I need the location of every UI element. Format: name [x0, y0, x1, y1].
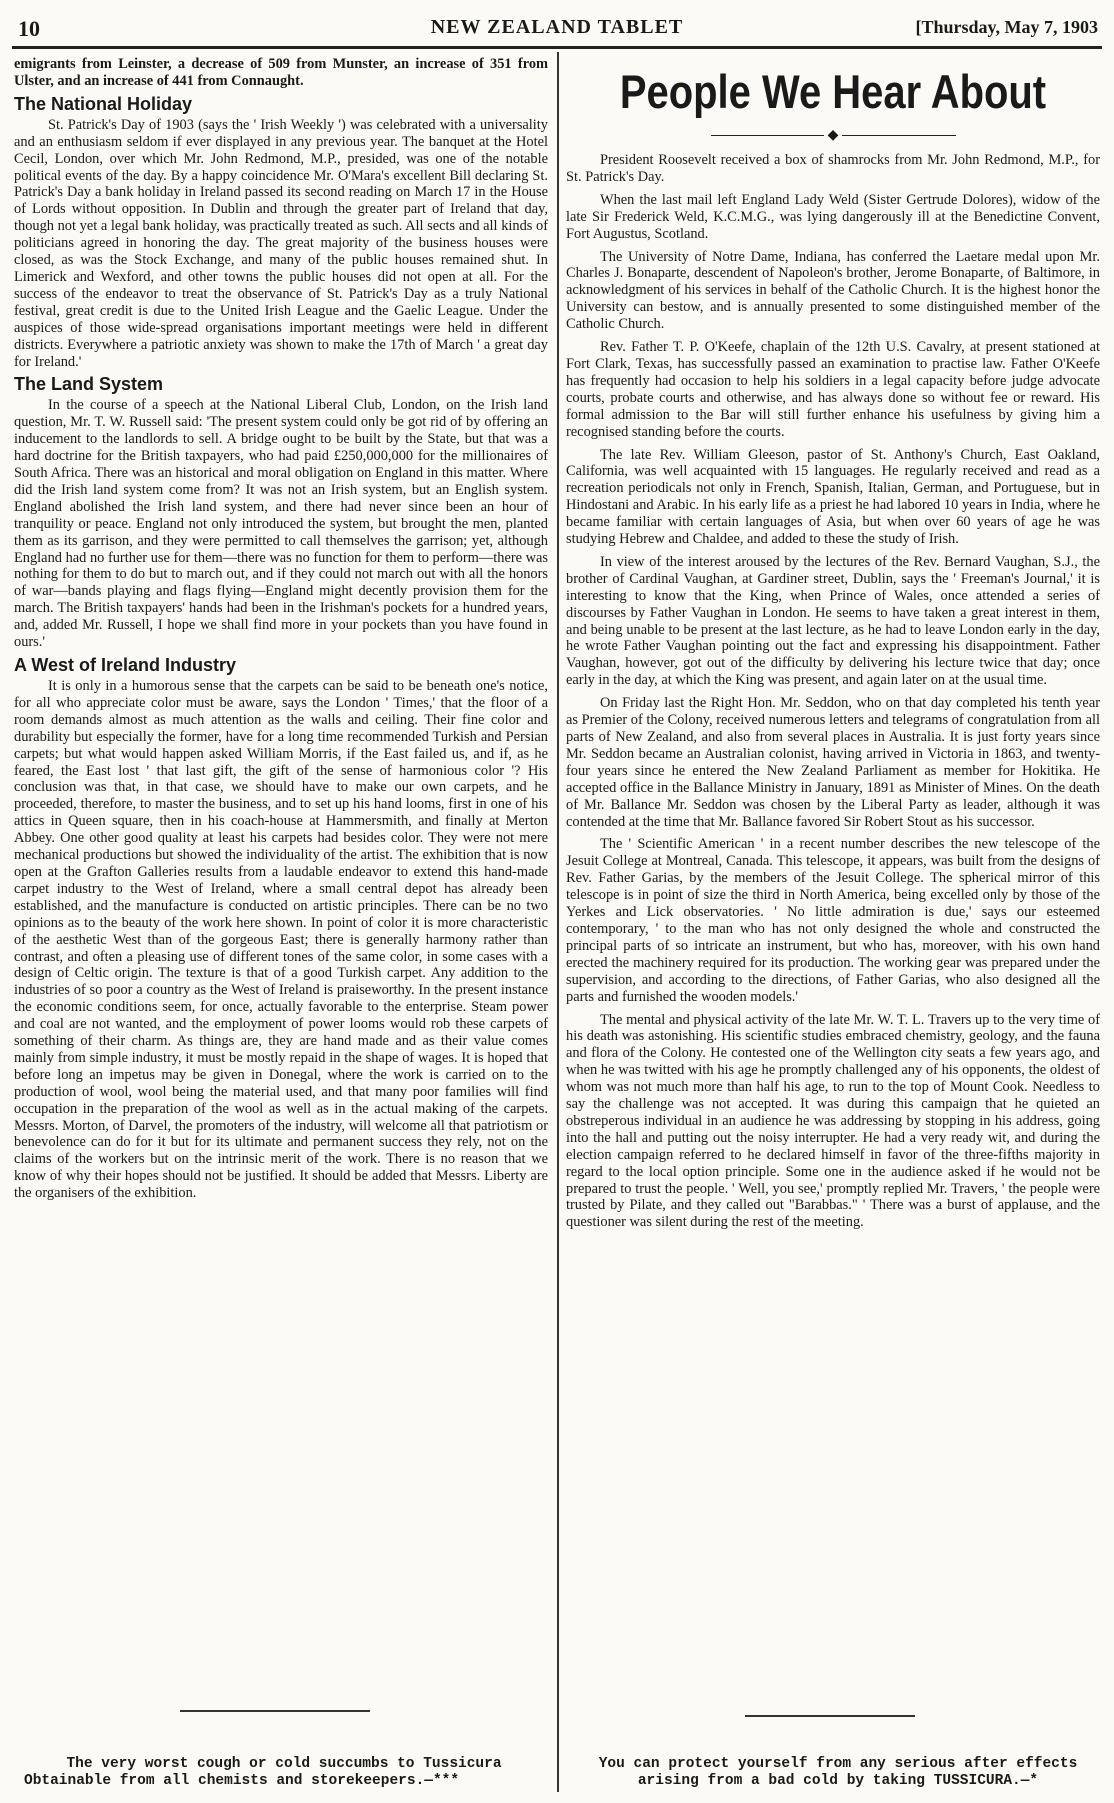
- page-number: 10: [18, 16, 40, 41]
- news-paragraph: The late Rev. William Gleeson, pastor of St. Anthony's Church, East Oakland, California, was well acquainted with 15 languages. He regularly received and read as a recreation periodicals not only in French, Spanish, Italian, German, and Portuguese, but in Hindostani and Arabic. In his early life as a priest he had labored 10 years in India, where he became familiar with certain languages of Asia, but when over 60 years of age he was studying Hebrew and Chaldee, and added to these the study of Irish.: [566, 446, 1100, 548]
- news-paragraph: The ' Scientific American ' in a recent number describes the new telescope of the Jesuit College at Montreal, Canada. This telescope, it appears, was built from the designs of Rev. Father Garias, by the members of the Jesuit College. The spherical mirror of this telescope is in point of size the third in North America, being excelled only by those of the Yerkes and Lick observatories. ' No little admiration is due,' says our esteemed contemporary, ' to the man who has not only designed the whole and constructed the principal parts of so intricate an instrument, but who has, moreover, with his own hand erected the machinery required for its production. The working gear was prepared under the supervision, and according to the directions, of Father Garias, who also designed all the parts and furnished the wooden models.': [566, 836, 1100, 1005]
- tussicura-advert-right: You can protect yourself from any serious after effects arising from a bad cold by taking TUSSICURA.—*: [598, 1756, 1078, 1789]
- article-paragraph: St. Patrick's Day of 1903 (says the ' Irish Weekly ') was celebrated with a universality and an enthusiasm seldom if ever displayed in any previous year. The banquet at the Hotel Cecil, London, over which Mr. John Redmond, M.P., presided, was one of the notable political events of the day. By a happy coincidence Mr. O'Mara's excellent Bill declaring St. Patrick's Day a bank holiday in Ireland passed its second reading on March 17 in the House of Lords without opposition. In Dublin and through the greater part of Ireland that day, though not yet a legal bank holiday, was practically treated as such. All sects and all kinds of politicians agreed in honoring the day. The great majority of the business houses were closed, as was the Stock Exchange, and many of the public houses remained shut. In Limerick and Wexford, and other towns the public houses did not open at all. For the success of the endeavor to treat the observance of St. Patrick's Day as a truly National festival, great credit is due to the United Irish League and the Gaelic League. Under the auspices of those wide-spread organisations important meetings were held in different districts. Everywhere a patriotic anxiety was shown to make the 17th of March ' a great day for Ireland.': [14, 116, 548, 370]
- section-heading-west-ireland-industry: A West of Ireland Industry: [14, 655, 237, 675]
- heading-ornament: [566, 128, 1100, 142]
- news-paragraph: When the last mail left England Lady Weld (Sister Gertrude Dolores), widow of the late Sir Frederick Weld, K.C.M.G., was lying dangerously ill at the Benedictine Convent, Fort Augustus, Scotland.: [566, 191, 1100, 242]
- advert-rule-left: [180, 1710, 370, 1712]
- advert-rule-right: [745, 1715, 915, 1717]
- header-rule: [12, 46, 1102, 49]
- news-paragraph: On Friday last the Right Hon. Mr. Seddon, who on that day completed his tenth year as Premier of the Colony, received numerous letters and telegrams of congratulation from all parts of New Zealand, and also from several places in Australia. It is just forty years since Mr. Seddon became an Australian colonist, having arrived in Victoria in 1863, and twenty-four years since he entered the New Zealand Parliament as member for Hokitika. He accepted office in the Ballance Ministry in January, 1891 as Minister of Mines. On the death of Mr. Ballance Mr. Seddon was chosen by the Liberal Party as leader, although it was contended at the time that Mr. Ballance favored Sir Robert Stout as his successor.: [566, 695, 1100, 830]
- news-paragraph: The University of Notre Dame, Indiana, has conferred the Laetare medal upon Mr. Charles J. Bonaparte, descendent of Napoleon's brother, Jerome Bonaparte, of Baltimore, in acknowledgment of his services in behalf of the Catholic Church. It is the highest honor the University can bestow, and is annually presented to some distinguished member of the Catholic Church.: [566, 248, 1100, 333]
- people-we-hear-about-heading: People We Hear About: [619, 65, 1047, 118]
- news-paragraph: In view of the interest aroused by the lectures of the Rev. Bernard Vaughan, S.J., the brother of Cardinal Vaughan, at Gardiner street, Dublin, says the ' Freeman's Journal,' it is interesting to know that the King, when Prince of Wales, once attended a series of discourses by Father Vaughan in London. He seems to have taken a great interest in them, and being unable to be present at the last lecture, as he had to leave London early in the day, he wrote Father Vaughan pointing out the fact and expressing his disappointment. Father Vaughan, however, got out of the difficulty by delivering his lecture twice that day; once early in the day, at which the King was present, and again later on at the usual time.: [566, 553, 1100, 689]
- section-heading-land-system: The Land System: [14, 374, 164, 395]
- diamond-icon: ◆: [824, 128, 843, 143]
- news-paragraph: Rev. Father T. P. O'Keefe, chaplain of the 12th U.S. Cavalry, at present stationed at Fort Clark, Texas, has successfully passed an examination to practise law. Father O'Keefe has frequently had occasion to help his soldiers in a legal capacity before judge advocate courts, probate courts and otherwise, and has always done so without fee or reward. His formal admission to the Bar will still further enhance his usefulness by giving him a recognised standing before the courts.: [566, 339, 1100, 440]
- tussicura-advert-left: [24, 1756, 544, 1790]
- intro-paragraph: emigrants from Leinster, a decrease of 509 from Munster, an increase of 351 from Ulster, and an increase of 441 from Connaught.: [14, 56, 548, 89]
- left-column: [14, 56, 548, 1202]
- news-paragraph: The mental and physical activity of the late Mr. W. T. L. Travers up to the very time of his death was astonishing. His scientific studies embraced chemistry, geology, and the fauna and flora of the Colony. He contested one of the Wellington city seats a few years ago, and when he was twitted with his age he promptly challenged any of his opponents, the oldest of whom was not much more than half his age, to run to the top of Mount Cook. Needless to say the challenge was not accepted. It was during this campaign that he quieted an obstreperous individual in an audience he was addressing by stopping in his address, going into the hall and putting out the noisy interrupter. He had a very ready wit, and during the election campaign referred to he declared himself in favor of the three-fifths majority in regard to the local option principle. Some one in the audience asked if he would not be prepared to trust the people. ' Well, you see,' promptly replied Mr. Travers, ' the people were trusted by Pilate, and they called out "Barabbas." ' There was a burst of applause, and the questioner was silent during the rest of the meeting.: [566, 1011, 1100, 1231]
- publication-title: NEW ZEALAND TABLET: [430, 16, 684, 38]
- section-heading-national-holiday: The National Holiday: [14, 93, 193, 114]
- page-header: [12, 10, 1102, 44]
- issue-date: [Thursday, May 7, 1903: [915, 17, 1098, 37]
- article-paragraph: In the course of a speech at the National Liberal Club, London, on the Irish land question, Mr. T. W. Russell said: 'The present system could only be got rid of by offering an inducement to the landlords to sell. A bridge ought to be built by the State, but that was a hard doctrine for the British taxpayers, who had paid £250,000,000 for the millionaires of South Africa. There was an historical and moral obligation on England in this matter. Where did the Irish land system come from? It was not an Irish system, but an English system. England abolished the Irish land system, and there had never since been an hour of tranquility or peace. England not only introduced the system, but brought the men, planted them as its garrison, and they were permitted to call themselves the garrison; yet, although England had no further use for them—there was no function for them to perform—there was nothing for them to do but to march out, and if they could not march out with all the honors of war—bands playing and flags flying—England might decently provision them for the march. The British taxpayers' hands had been in the Irishman's pockets for a hundred years, and, added Mr. Russell, I hope we shall find more in your pockets than you have found in ours.': [14, 397, 548, 651]
- advert-line-2: Obtainable from all chemists and storekeepers.—***: [24, 1773, 460, 1789]
- advert-line-1: The very worst cough or cold succumbs to Tussicura: [66, 1756, 502, 1772]
- article-paragraph: It is only in a humorous sense that the carpets can be said to be beneath one's notice, for all who appreciate color must be aware, says the London ' Times,' that the floor of a room demands almost as much attention as the walls and ceiling. Their fine color and durability but especially the former, have for a long time recommended Turkish and Persian carpets; but what would happen asked William Morris, if the East failed us, and if, as he feared, the East lost ' that last gift, the gift of the sense of harmonious color '? His conclusion was that, in that case, we should have to make our own carpets, and he proceeded, therefore, to master the business, and to set up his hand looms, first in one of his attics in Queen square, then in his coach-house at Hammersmith, and finally at Merton Abbey. One other good quality at least his carpets had besides color. They were not mere mechanical productions but showed the individuality of the artist. The exhibition that is now open at the Grafton Galleries results from a laudable endeavor to extend this hand-made carpet industry to the West of Ireland, where a small central depot has already been established, and the manufacture is conducted on artistic principles. There can be no two opinions as to the beauty of the work here shown. In point of color it is more characteristic of the aesthetic West than of the gorgeous East; there is generally harmony rather than contrast, and often a pleasing use of different tones of the same color, in some cases with a design of Celtic origin. The texture is that of a good Turkish carpet. Any addition to the industries of so poor a country as the West of Ireland is praiseworthy. In the present instance the economic conditions seem, for once, actually favorable to the enterprise. Steam power and coal are not wanted, and the employment of power looms would rob these carpets of something of their charm. As things are, they are hand made and as their value comes mainly from simple industry, it must be mostly repaid in the shape of wages. It is hoped that before long an impetus may be given in Donegal, where the work is carried on to the production of wool, wool being the material used, and that many poor families will find occupation in the preparation of the wool as well as in the actual making of the carpets. Messrs. Morton, of Darvel, the promoters of the industry, will welcome all that patriotism or benevolence can do for it but for its ultimate and permanent success they rely, not on the claims of the workers but on the intrinsic merit of the work. There is no reason that we know of why their hopes should not be justified. It should be added that Messrs. Liberty are the organisers of the exhibition.: [14, 678, 548, 1202]
- news-paragraph: President Roosevelt received a box of shamrocks from Mr. John Redmond, M.P., for St. Patrick's Day.: [566, 152, 1100, 185]
- right-column: [566, 56, 1100, 1237]
- column-divider: [557, 52, 559, 1792]
